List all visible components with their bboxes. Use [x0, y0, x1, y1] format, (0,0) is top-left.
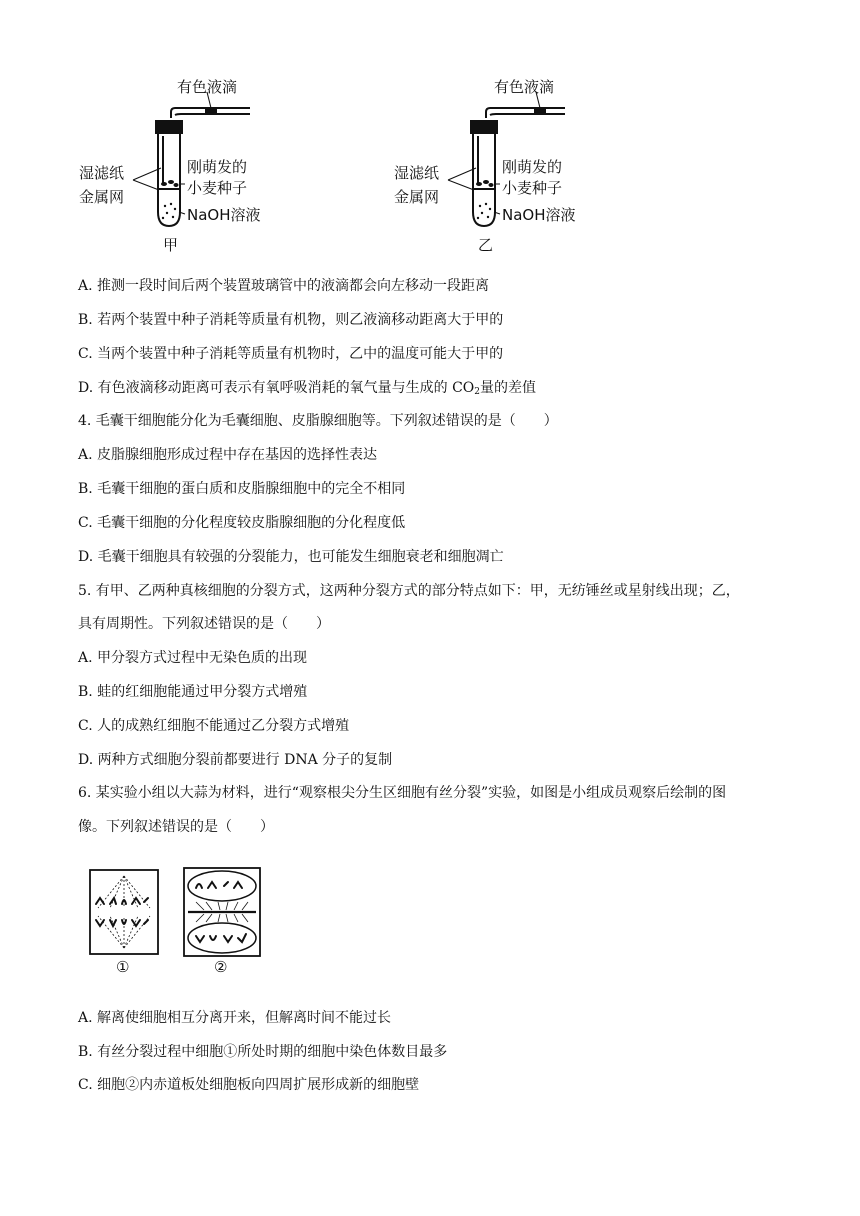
- apparatus-jia: [75, 72, 275, 254]
- cell-2-drawing: [184, 868, 260, 956]
- q4-option-d: D. 毛囊干细胞具有较强的分裂能力，也可能发生细胞衰老和细胞凋亡: [78, 549, 504, 565]
- q6-option-a: A. 解离使细胞相互分离开来，但解离时间不能过长: [78, 1010, 392, 1026]
- q5-option-a: A. 甲分裂方式过程中无染色质的出现: [78, 650, 308, 666]
- q3-option-b: B. 若两个装置中种子消耗等质量有机物，则乙液滴移动距离大于甲的: [78, 312, 504, 328]
- seeds-label-1: 刚萌发的: [502, 158, 563, 176]
- apparatus-label-jia: 甲: [163, 236, 179, 254]
- q4-option-b: B. 毛囊干细胞的蛋白质和皮脂腺细胞中的完全不相同: [78, 481, 406, 497]
- q4-option-c: C. 毛囊干细胞的分化程度较皮脂腺细胞的分化程度低: [78, 515, 406, 531]
- stopper: [470, 120, 498, 134]
- q5-stem-1: 5. 有甲、乙两种真核细胞的分裂方式，这两种分裂方式的部分特点如下：甲，无纺锤丝或星射线出现；乙，: [78, 583, 740, 599]
- apparatus-yi: [390, 72, 590, 254]
- solution-label: NaOH溶液: [502, 206, 576, 224]
- q5-option-b: B. 蛙的红细胞能通过甲分裂方式增殖: [78, 684, 308, 700]
- mesh-label: 金属网: [79, 188, 125, 206]
- filter-paper-label: 湿滤纸: [79, 164, 125, 182]
- q6-option-c: C. 细胞②内赤道板处细胞板向四周扩展形成新的细胞壁: [78, 1077, 420, 1093]
- q4-option-a: A. 皮脂腺细胞形成过程中存在基因的选择性表达: [78, 447, 378, 463]
- q4-stem: 4. 毛囊干细胞能分化为毛囊细胞、皮脂腺细胞等。下列叙述错误的是（ ）: [78, 413, 558, 429]
- seeds-label-2: 小麦种子: [187, 179, 248, 197]
- mesh-label: 金属网: [394, 188, 440, 206]
- q5-option-d: D. 两种方式细胞分裂前都要进行 DNA 分子的复制: [78, 752, 393, 768]
- filter-paper-label: 湿滤纸: [394, 164, 440, 182]
- q6-stem-1: 6. 某实验小组以大蒜为材料，进行“观察根尖分生区细胞有丝分裂”实验，如图是小组成员观察后绘制的图: [78, 785, 727, 801]
- seeds-label-1: 刚萌发的: [187, 158, 248, 176]
- naoh-solution: [477, 203, 491, 219]
- colored-droplet: [534, 109, 546, 114]
- q3-option-d: D. 有色液滴移动距离可表示有氧呼吸消耗的氧气量与生成的 $CO_2$量的差值: [78, 380, 537, 397]
- stopper: [155, 120, 183, 134]
- naoh-solution: [162, 203, 176, 219]
- cell-1-drawing: [90, 870, 158, 954]
- test-tube: [473, 134, 495, 226]
- q5-option-c: C. 人的成熟红细胞不能通过乙分裂方式增殖: [78, 718, 350, 734]
- cell-diagrams: [86, 862, 266, 982]
- q3-option-a: A. 推测一段时间后两个装置玻璃管中的液滴都会向左移动一段距离: [78, 278, 490, 294]
- droplet-label: 有色液滴: [177, 78, 238, 96]
- q3-option-c: C. 当两个装置中种子消耗等质量有机物时，乙中的温度可能大于甲的: [78, 346, 504, 362]
- solution-label: NaOH溶液: [187, 206, 261, 224]
- q6-stem-2: 像。下列叙述错误的是（ ）: [78, 819, 274, 835]
- cell-2-label: ②: [214, 958, 228, 976]
- seeds-label-2: 小麦种子: [502, 179, 563, 197]
- apparatus-label-yi: 乙: [478, 236, 494, 254]
- cell-1-label: ①: [116, 958, 130, 976]
- colored-droplet: [205, 109, 217, 114]
- droplet-label: 有色液滴: [494, 78, 555, 96]
- q5-stem-2: 具有周期性。下列叙述错误的是（ ）: [78, 616, 330, 632]
- q6-option-b: B. 有丝分裂过程中细胞①所处时期的细胞中染色体数目最多: [78, 1044, 448, 1060]
- test-tube: [158, 134, 180, 226]
